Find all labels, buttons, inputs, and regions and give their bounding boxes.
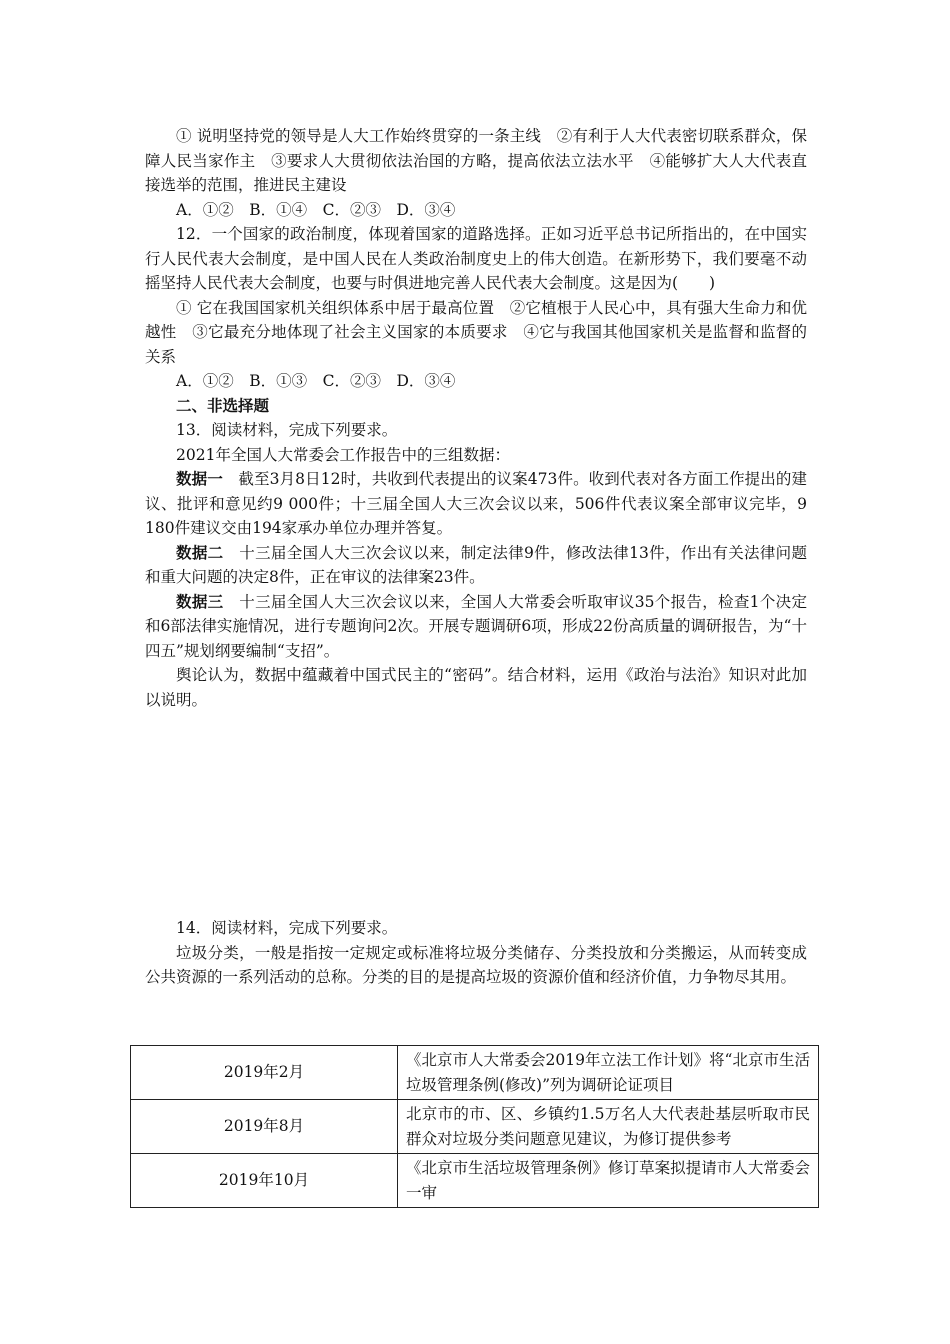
data1-label: 数据一 bbox=[176, 469, 223, 488]
table-event-cell: 《北京市人大常委会2019年立法工作计划》将“北京市生活垃圾管理条例(修改)”列为调研论证项目 bbox=[398, 1046, 819, 1100]
answer-space bbox=[145, 712, 807, 916]
q13-data1 bbox=[145, 467, 807, 541]
data2-label: 数据二 bbox=[176, 542, 224, 562]
data3-text: 十三届全国人大三次会议以来，全国人大常委会听取审议35个报告，检查1个决定和6部法律实施情况，进行专题询问2次。开展专题调研6项，形成22份高质量的调研报告，为“十四五”规划纲要编制“支招”。 bbox=[145, 592, 807, 660]
table-row bbox=[131, 1046, 819, 1100]
q13-question: 舆论认为，数据中蕴藏着中国式民主的“密码”。结合材料，运用《政治与法治》知识对此加以说明。 bbox=[145, 666, 807, 709]
q13-intro: 2021年全国人大常委会工作报告中的三组数据： bbox=[176, 445, 510, 464]
q14-intro: 垃圾分类，一般是指按一定规定或标准将垃圾分类储存、分类投放和分类搬运，从而转变成公共资源的一系列活动的总称。分类的目的是提高垃圾的资源价值和经济价值，力争物尽其用。 bbox=[145, 943, 807, 986]
table-date-cell: 2019年10月 bbox=[131, 1154, 398, 1208]
data2-text: 十三届全国人大三次会议以来，制定法律9件，修改法律13件，作出有关法律问题和重大问题的决定8件，正在审议的法律案23件。 bbox=[145, 543, 807, 586]
table-date-cell: 2019年8月 bbox=[131, 1100, 398, 1154]
table-date-cell: 2019年2月 bbox=[131, 1046, 398, 1100]
q13-data3 bbox=[145, 590, 807, 664]
section-heading: 二、非选择题 bbox=[176, 395, 270, 415]
table-row bbox=[131, 1100, 819, 1154]
document-page bbox=[145, 124, 807, 990]
q12-options: A．①② B．①③ C．②③ D．③④ bbox=[176, 372, 456, 390]
table-event-cell: 北京市的市、区、乡镇约1.5万名人大代表赴基层听取市民群众对垃圾分类问题意见建议，为修订提供参考 bbox=[398, 1100, 819, 1154]
q12-stem: 12．一个国家的政治制度，体现着国家的道路选择。正如习近平总书记所指出的，在中国实行人民代表大会制度，是中国人民在人类政治制度史上的伟大创造。在新形势下，我们要毫不动摇坚持人民代表大会制度，也要与时俱进地完善人民代表大会制度。这是因为( ) bbox=[145, 225, 807, 292]
table-event-cell: 《北京市生活垃圾管理条例》修订草案拟提请市人大常委会一审 bbox=[398, 1154, 819, 1208]
data1-text: 截至3月8日12时，共收到代表提出的议案473件。收到代表对各方面工作提出的建议、批评和意见约9 000件；十三届全国人大三次会议以来，506件代表议案全部审议完毕，9 180件建议交由194家承办单位办理并答复。 bbox=[145, 470, 807, 537]
q11-statements: ① 说明坚持党的领导是人大工作始终贯穿的一条主线 ②有利于人大代表密切联系群众，保障人民当家作主 ③要求人大贯彻依法治国的方略，提高依法立法水平 ④能够扩大人大代表直接选举的范围，推进民主建设 bbox=[145, 127, 807, 194]
q11-options: A．①② B．①④ C．②③ D．③④ bbox=[176, 200, 456, 219]
data3-label: 数据三 bbox=[176, 591, 224, 611]
q12-statements: ① 它在我国国家机关组织体系中居于最高位置 ②它植根于人民心中，具有强大生命力和优越性 ③它最充分地体现了社会主义国家的本质要求 ④它与我国其他国家机关是监督和监督的关系 bbox=[145, 298, 807, 366]
q13-stem: 13．阅读材料，完成下列要求。 bbox=[176, 421, 398, 439]
legislation-timeline-table bbox=[130, 1045, 819, 1208]
table-row bbox=[131, 1154, 819, 1208]
q14-stem: 14．阅读材料，完成下列要求。 bbox=[176, 919, 398, 937]
q13-data2 bbox=[145, 541, 807, 590]
